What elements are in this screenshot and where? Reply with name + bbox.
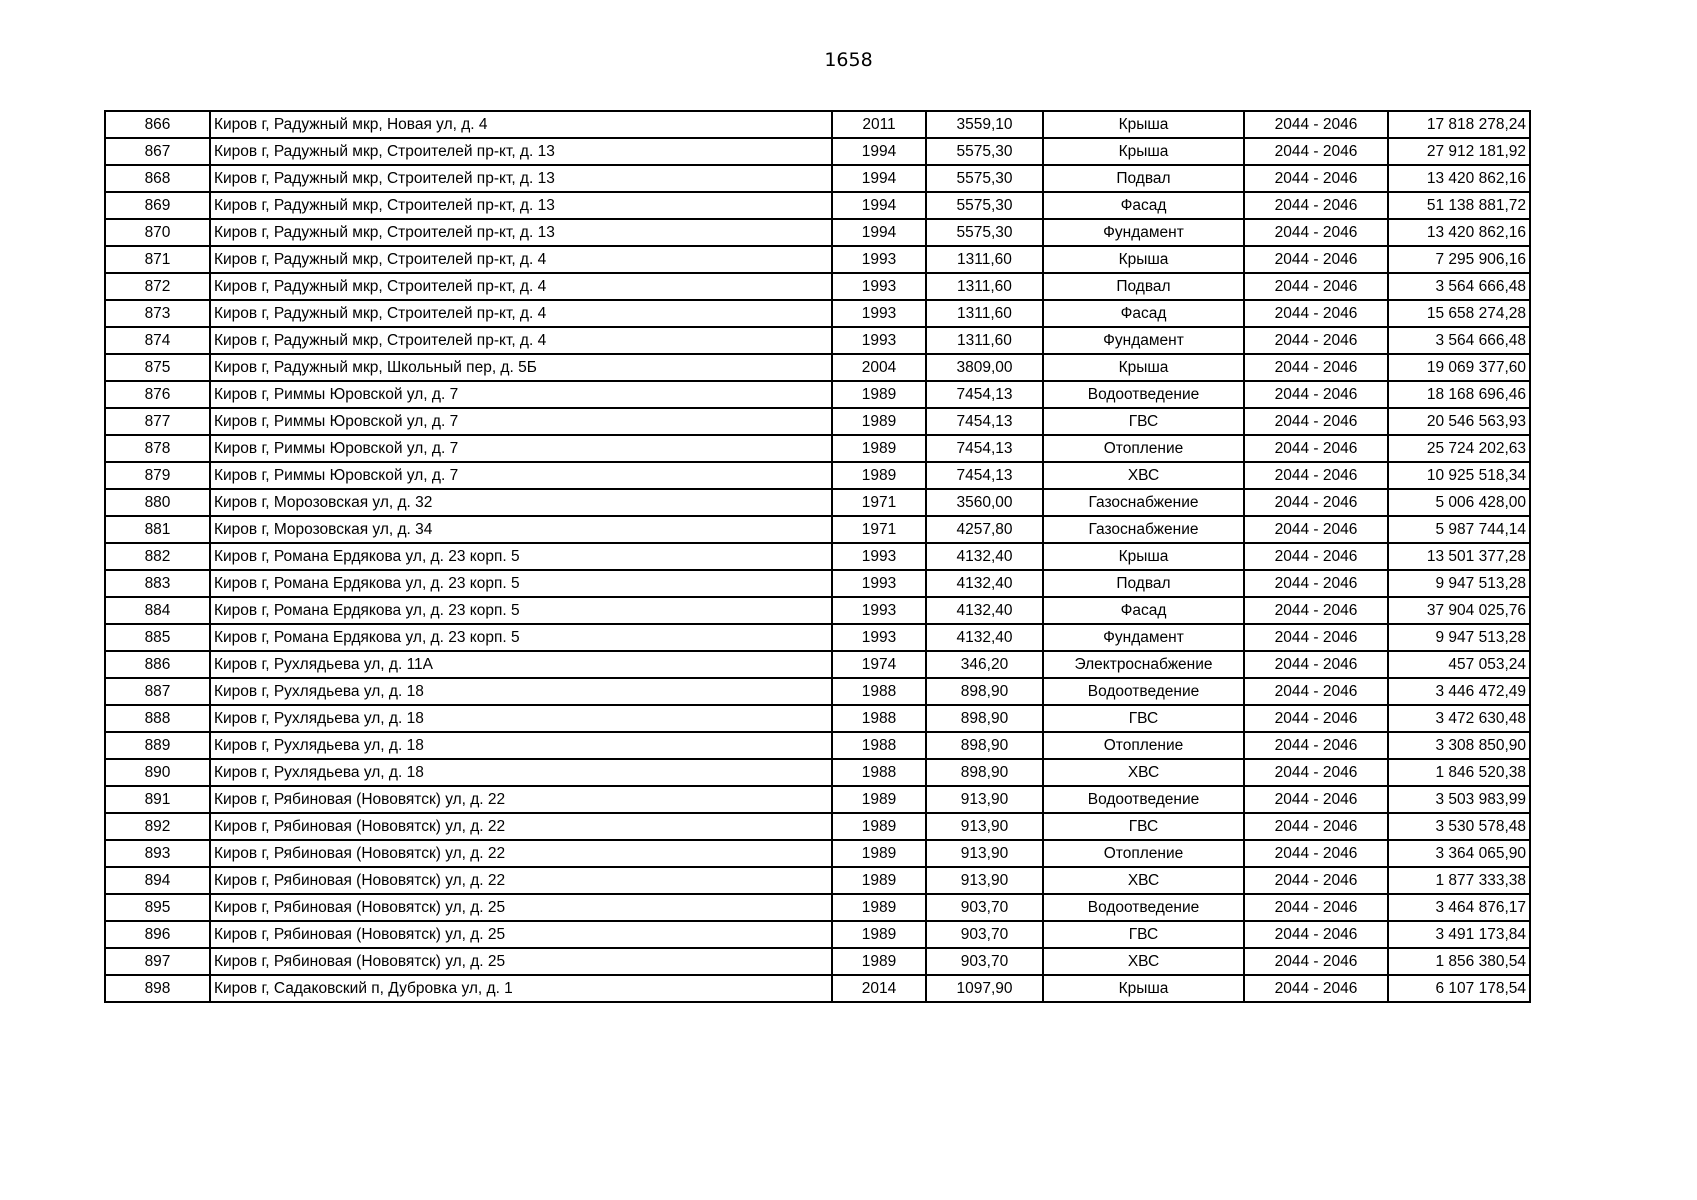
work-type-cell: Крыша: [1043, 246, 1244, 273]
area-cell: 1311,60: [926, 300, 1043, 327]
table-row: [105, 165, 1530, 192]
period-cell: 2044 - 2046: [1244, 867, 1388, 894]
row-number: 871: [105, 246, 210, 273]
address-cell: Киров г, Романа Ердякова ул, д. 23 корп. 5: [210, 543, 832, 570]
cost-cell: 13 420 862,16: [1388, 219, 1530, 246]
cost-cell: 5 987 744,14: [1388, 516, 1530, 543]
work-type-cell: Подвал: [1043, 273, 1244, 300]
address-cell: Киров г, Морозовская ул, д. 34: [210, 516, 832, 543]
cost-cell: 51 138 881,72: [1388, 192, 1530, 219]
table-row: [105, 948, 1530, 975]
row-number: 885: [105, 624, 210, 651]
address-cell: Киров г, Садаковский п, Дубровка ул, д. 1: [210, 975, 832, 1002]
address-cell: Киров г, Радужный мкр, Строителей пр-кт, д. 4: [210, 327, 832, 354]
row-number: 888: [105, 705, 210, 732]
cost-cell: 3 491 173,84: [1388, 921, 1530, 948]
area-cell: 7454,13: [926, 408, 1043, 435]
row-number: 890: [105, 759, 210, 786]
address-cell: Киров г, Радужный мкр, Строителей пр-кт, д. 13: [210, 192, 832, 219]
period-cell: 2044 - 2046: [1244, 624, 1388, 651]
year-cell: 1988: [832, 678, 926, 705]
year-cell: 2004: [832, 354, 926, 381]
period-cell: 2044 - 2046: [1244, 246, 1388, 273]
row-number: 872: [105, 273, 210, 300]
row-number: 881: [105, 516, 210, 543]
year-cell: 1989: [832, 408, 926, 435]
year-cell: 1989: [832, 921, 926, 948]
area-cell: 903,70: [926, 921, 1043, 948]
cost-cell: 9 947 513,28: [1388, 624, 1530, 651]
table-row: [105, 246, 1530, 273]
table-row: [105, 759, 1530, 786]
table-row: [105, 867, 1530, 894]
row-number: 870: [105, 219, 210, 246]
work-type-cell: Крыша: [1043, 354, 1244, 381]
address-cell: Киров г, Радужный мкр, Школьный пер, д. 5Б: [210, 354, 832, 381]
cost-cell: 3 308 850,90: [1388, 732, 1530, 759]
address-cell: Киров г, Рухлядьева ул, д. 18: [210, 759, 832, 786]
table-row: [105, 408, 1530, 435]
row-number: 869: [105, 192, 210, 219]
table-row: [105, 543, 1530, 570]
year-cell: 1988: [832, 759, 926, 786]
address-cell: Киров г, Риммы Юровской ул, д. 7: [210, 462, 832, 489]
cost-cell: 25 724 202,63: [1388, 435, 1530, 462]
row-number: 868: [105, 165, 210, 192]
table-row: [105, 327, 1530, 354]
work-type-cell: Газоснабжение: [1043, 489, 1244, 516]
row-number: 889: [105, 732, 210, 759]
year-cell: 1988: [832, 705, 926, 732]
period-cell: 2044 - 2046: [1244, 408, 1388, 435]
year-cell: 1989: [832, 948, 926, 975]
address-cell: Киров г, Рябиновая (Нововятск) ул, д. 25: [210, 948, 832, 975]
area-cell: 4132,40: [926, 624, 1043, 651]
work-type-cell: Водоотведение: [1043, 678, 1244, 705]
area-cell: 5575,30: [926, 192, 1043, 219]
address-cell: Киров г, Рябиновая (Нововятск) ул, д. 22: [210, 840, 832, 867]
work-type-cell: Фундамент: [1043, 327, 1244, 354]
year-cell: 1993: [832, 273, 926, 300]
year-cell: 1994: [832, 219, 926, 246]
row-number: 875: [105, 354, 210, 381]
work-type-cell: Крыша: [1043, 543, 1244, 570]
year-cell: 1988: [832, 732, 926, 759]
cost-cell: 1 846 520,38: [1388, 759, 1530, 786]
area-cell: 4132,40: [926, 570, 1043, 597]
row-number: 884: [105, 597, 210, 624]
row-number: 878: [105, 435, 210, 462]
cost-cell: 18 168 696,46: [1388, 381, 1530, 408]
table-body: [105, 111, 1530, 1002]
cost-cell: 7 295 906,16: [1388, 246, 1530, 273]
table-row: [105, 138, 1530, 165]
area-cell: 4132,40: [926, 543, 1043, 570]
row-number: 874: [105, 327, 210, 354]
year-cell: 1974: [832, 651, 926, 678]
table-row: [105, 786, 1530, 813]
address-cell: Киров г, Риммы Юровской ул, д. 7: [210, 408, 832, 435]
cost-cell: 17 818 278,24: [1388, 111, 1530, 138]
table-row: [105, 651, 1530, 678]
work-type-cell: ХВС: [1043, 462, 1244, 489]
cost-cell: 19 069 377,60: [1388, 354, 1530, 381]
table-row: [105, 975, 1530, 1002]
cost-cell: 1 856 380,54: [1388, 948, 1530, 975]
work-type-cell: Фасад: [1043, 597, 1244, 624]
period-cell: 2044 - 2046: [1244, 489, 1388, 516]
cost-cell: 10 925 518,34: [1388, 462, 1530, 489]
year-cell: 1993: [832, 624, 926, 651]
period-cell: 2044 - 2046: [1244, 381, 1388, 408]
year-cell: 1989: [832, 435, 926, 462]
table-row: [105, 111, 1530, 138]
row-number: 877: [105, 408, 210, 435]
work-type-cell: Крыша: [1043, 111, 1244, 138]
period-cell: 2044 - 2046: [1244, 921, 1388, 948]
period-cell: 2044 - 2046: [1244, 975, 1388, 1002]
period-cell: 2044 - 2046: [1244, 327, 1388, 354]
work-type-cell: Водоотведение: [1043, 786, 1244, 813]
table-row: [105, 813, 1530, 840]
row-number: 892: [105, 813, 210, 840]
year-cell: 1989: [832, 462, 926, 489]
row-number: 876: [105, 381, 210, 408]
work-type-cell: Отопление: [1043, 732, 1244, 759]
table-row: [105, 300, 1530, 327]
cost-cell: 3 446 472,49: [1388, 678, 1530, 705]
period-cell: 2044 - 2046: [1244, 570, 1388, 597]
address-cell: Киров г, Морозовская ул, д. 32: [210, 489, 832, 516]
table-row: [105, 354, 1530, 381]
area-cell: 7454,13: [926, 462, 1043, 489]
period-cell: 2044 - 2046: [1244, 354, 1388, 381]
work-type-cell: Фасад: [1043, 192, 1244, 219]
table-row: [105, 435, 1530, 462]
address-cell: Киров г, Радужный мкр, Новая ул, д. 4: [210, 111, 832, 138]
cost-cell: 6 107 178,54: [1388, 975, 1530, 1002]
cost-cell: 1 877 333,38: [1388, 867, 1530, 894]
period-cell: 2044 - 2046: [1244, 435, 1388, 462]
work-type-cell: Крыша: [1043, 975, 1244, 1002]
work-type-cell: ГВС: [1043, 408, 1244, 435]
area-cell: 4132,40: [926, 597, 1043, 624]
year-cell: 1994: [832, 192, 926, 219]
address-cell: Киров г, Романа Ердякова ул, д. 23 корп. 5: [210, 597, 832, 624]
area-cell: 898,90: [926, 759, 1043, 786]
table-row: [105, 732, 1530, 759]
address-cell: Киров г, Рухлядьева ул, д. 11А: [210, 651, 832, 678]
year-cell: 1993: [832, 327, 926, 354]
area-cell: 898,90: [926, 732, 1043, 759]
table-row: [105, 192, 1530, 219]
row-number: 873: [105, 300, 210, 327]
address-cell: Киров г, Рябиновая (Нововятск) ул, д. 25: [210, 921, 832, 948]
table-row: [105, 624, 1530, 651]
work-type-cell: Отопление: [1043, 435, 1244, 462]
cost-cell: 3 472 630,48: [1388, 705, 1530, 732]
work-type-cell: Водоотведение: [1043, 894, 1244, 921]
row-number: 879: [105, 462, 210, 489]
period-cell: 2044 - 2046: [1244, 516, 1388, 543]
cost-cell: 457 053,24: [1388, 651, 1530, 678]
address-cell: Киров г, Радужный мкр, Строителей пр-кт, д. 13: [210, 165, 832, 192]
table-row: [105, 273, 1530, 300]
cost-cell: 15 658 274,28: [1388, 300, 1530, 327]
area-cell: 3560,00: [926, 489, 1043, 516]
work-type-cell: Фундамент: [1043, 624, 1244, 651]
address-cell: Киров г, Радужный мкр, Строителей пр-кт, д. 13: [210, 138, 832, 165]
year-cell: 1989: [832, 867, 926, 894]
work-type-cell: Фундамент: [1043, 219, 1244, 246]
address-cell: Киров г, Рухлядьева ул, д. 18: [210, 678, 832, 705]
cost-cell: 37 904 025,76: [1388, 597, 1530, 624]
period-cell: 2044 - 2046: [1244, 462, 1388, 489]
period-cell: 2044 - 2046: [1244, 813, 1388, 840]
area-cell: 903,70: [926, 894, 1043, 921]
year-cell: 1989: [832, 786, 926, 813]
area-cell: 913,90: [926, 813, 1043, 840]
cost-cell: 13 501 377,28: [1388, 543, 1530, 570]
cost-cell: 3 564 666,48: [1388, 273, 1530, 300]
area-cell: 913,90: [926, 786, 1043, 813]
row-number: 880: [105, 489, 210, 516]
area-cell: 903,70: [926, 948, 1043, 975]
period-cell: 2044 - 2046: [1244, 840, 1388, 867]
row-number: 882: [105, 543, 210, 570]
work-type-cell: ГВС: [1043, 705, 1244, 732]
year-cell: 1989: [832, 813, 926, 840]
period-cell: 2044 - 2046: [1244, 948, 1388, 975]
address-cell: Киров г, Рухлядьева ул, д. 18: [210, 705, 832, 732]
row-number: 893: [105, 840, 210, 867]
year-cell: 1989: [832, 381, 926, 408]
address-cell: Киров г, Рябиновая (Нововятск) ул, д. 22: [210, 813, 832, 840]
period-cell: 2044 - 2046: [1244, 273, 1388, 300]
address-cell: Киров г, Риммы Юровской ул, д. 7: [210, 381, 832, 408]
period-cell: 2044 - 2046: [1244, 138, 1388, 165]
year-cell: 1989: [832, 840, 926, 867]
period-cell: 2044 - 2046: [1244, 705, 1388, 732]
row-number: 887: [105, 678, 210, 705]
work-type-cell: ХВС: [1043, 867, 1244, 894]
area-cell: 5575,30: [926, 219, 1043, 246]
year-cell: 1993: [832, 246, 926, 273]
address-cell: Киров г, Рухлядьева ул, д. 18: [210, 732, 832, 759]
area-cell: 7454,13: [926, 435, 1043, 462]
cost-cell: 3 364 065,90: [1388, 840, 1530, 867]
table-row: [105, 489, 1530, 516]
area-cell: 913,90: [926, 867, 1043, 894]
row-number: 866: [105, 111, 210, 138]
cost-cell: 13 420 862,16: [1388, 165, 1530, 192]
cost-cell: 3 503 983,99: [1388, 786, 1530, 813]
work-type-cell: ГВС: [1043, 813, 1244, 840]
year-cell: 1993: [832, 597, 926, 624]
table-row: [105, 840, 1530, 867]
area-cell: 913,90: [926, 840, 1043, 867]
area-cell: 1311,60: [926, 246, 1043, 273]
address-cell: Киров г, Риммы Юровской ул, д. 7: [210, 435, 832, 462]
year-cell: 1971: [832, 516, 926, 543]
address-cell: Киров г, Романа Ердякова ул, д. 23 корп. 5: [210, 624, 832, 651]
address-cell: Киров г, Романа Ердякова ул, д. 23 корп. 5: [210, 570, 832, 597]
table-row: [105, 381, 1530, 408]
year-cell: 1994: [832, 165, 926, 192]
period-cell: 2044 - 2046: [1244, 543, 1388, 570]
table-row: [105, 678, 1530, 705]
period-cell: 2044 - 2046: [1244, 678, 1388, 705]
area-cell: 5575,30: [926, 138, 1043, 165]
page-number: 1658: [824, 49, 873, 71]
work-type-cell: Отопление: [1043, 840, 1244, 867]
address-cell: Киров г, Рябиновая (Нововятск) ул, д. 22: [210, 867, 832, 894]
period-cell: 2044 - 2046: [1244, 732, 1388, 759]
year-cell: 1994: [832, 138, 926, 165]
table-row: [105, 597, 1530, 624]
area-cell: 4257,80: [926, 516, 1043, 543]
row-number: 886: [105, 651, 210, 678]
cost-cell: 3 530 578,48: [1388, 813, 1530, 840]
address-cell: Киров г, Радужный мкр, Строителей пр-кт, д. 4: [210, 273, 832, 300]
table-row: [105, 462, 1530, 489]
row-number: 883: [105, 570, 210, 597]
area-cell: 1311,60: [926, 273, 1043, 300]
work-type-cell: Водоотведение: [1043, 381, 1244, 408]
period-cell: 2044 - 2046: [1244, 300, 1388, 327]
area-cell: 1311,60: [926, 327, 1043, 354]
period-cell: 2044 - 2046: [1244, 192, 1388, 219]
year-cell: 1993: [832, 300, 926, 327]
address-cell: Киров г, Радужный мкр, Строителей пр-кт, д. 13: [210, 219, 832, 246]
work-type-cell: Газоснабжение: [1043, 516, 1244, 543]
area-cell: 346,20: [926, 651, 1043, 678]
area-cell: 898,90: [926, 678, 1043, 705]
row-number: 897: [105, 948, 210, 975]
period-cell: 2044 - 2046: [1244, 759, 1388, 786]
work-type-cell: Фасад: [1043, 300, 1244, 327]
period-cell: 2044 - 2046: [1244, 597, 1388, 624]
period-cell: 2044 - 2046: [1244, 894, 1388, 921]
work-type-cell: Крыша: [1043, 138, 1244, 165]
row-number: 895: [105, 894, 210, 921]
table-row: [105, 570, 1530, 597]
row-number: 896: [105, 921, 210, 948]
housing-repair-table: [104, 110, 1531, 1003]
period-cell: 2044 - 2046: [1244, 165, 1388, 192]
year-cell: 2014: [832, 975, 926, 1002]
work-type-cell: Электроснабжение: [1043, 651, 1244, 678]
area-cell: 5575,30: [926, 165, 1043, 192]
year-cell: 1971: [832, 489, 926, 516]
cost-cell: 27 912 181,92: [1388, 138, 1530, 165]
address-cell: Киров г, Радужный мкр, Строителей пр-кт, д. 4: [210, 246, 832, 273]
row-number: 894: [105, 867, 210, 894]
year-cell: 2011: [832, 111, 926, 138]
year-cell: 1989: [832, 894, 926, 921]
table-row: [105, 705, 1530, 732]
period-cell: 2044 - 2046: [1244, 111, 1388, 138]
table-row: [105, 219, 1530, 246]
work-type-cell: Подвал: [1043, 165, 1244, 192]
area-cell: 1097,90: [926, 975, 1043, 1002]
work-type-cell: ХВС: [1043, 759, 1244, 786]
area-cell: 898,90: [926, 705, 1043, 732]
cost-cell: 3 564 666,48: [1388, 327, 1530, 354]
year-cell: 1993: [832, 543, 926, 570]
work-type-cell: ХВС: [1043, 948, 1244, 975]
row-number: 891: [105, 786, 210, 813]
area-cell: 3559,10: [926, 111, 1043, 138]
cost-cell: 3 464 876,17: [1388, 894, 1530, 921]
address-cell: Киров г, Рябиновая (Нововятск) ул, д. 22: [210, 786, 832, 813]
address-cell: Киров г, Рябиновая (Нововятск) ул, д. 25: [210, 894, 832, 921]
year-cell: 1993: [832, 570, 926, 597]
table-row: [105, 921, 1530, 948]
work-type-cell: Подвал: [1043, 570, 1244, 597]
cost-cell: 20 546 563,93: [1388, 408, 1530, 435]
period-cell: 2044 - 2046: [1244, 219, 1388, 246]
table-row: [105, 516, 1530, 543]
work-type-cell: ГВС: [1043, 921, 1244, 948]
table-row: [105, 894, 1530, 921]
cost-cell: 9 947 513,28: [1388, 570, 1530, 597]
address-cell: Киров г, Радужный мкр, Строителей пр-кт, д. 4: [210, 300, 832, 327]
period-cell: 2044 - 2046: [1244, 651, 1388, 678]
row-number: 867: [105, 138, 210, 165]
period-cell: 2044 - 2046: [1244, 786, 1388, 813]
row-number: 898: [105, 975, 210, 1002]
area-cell: 7454,13: [926, 381, 1043, 408]
area-cell: 3809,00: [926, 354, 1043, 381]
cost-cell: 5 006 428,00: [1388, 489, 1530, 516]
